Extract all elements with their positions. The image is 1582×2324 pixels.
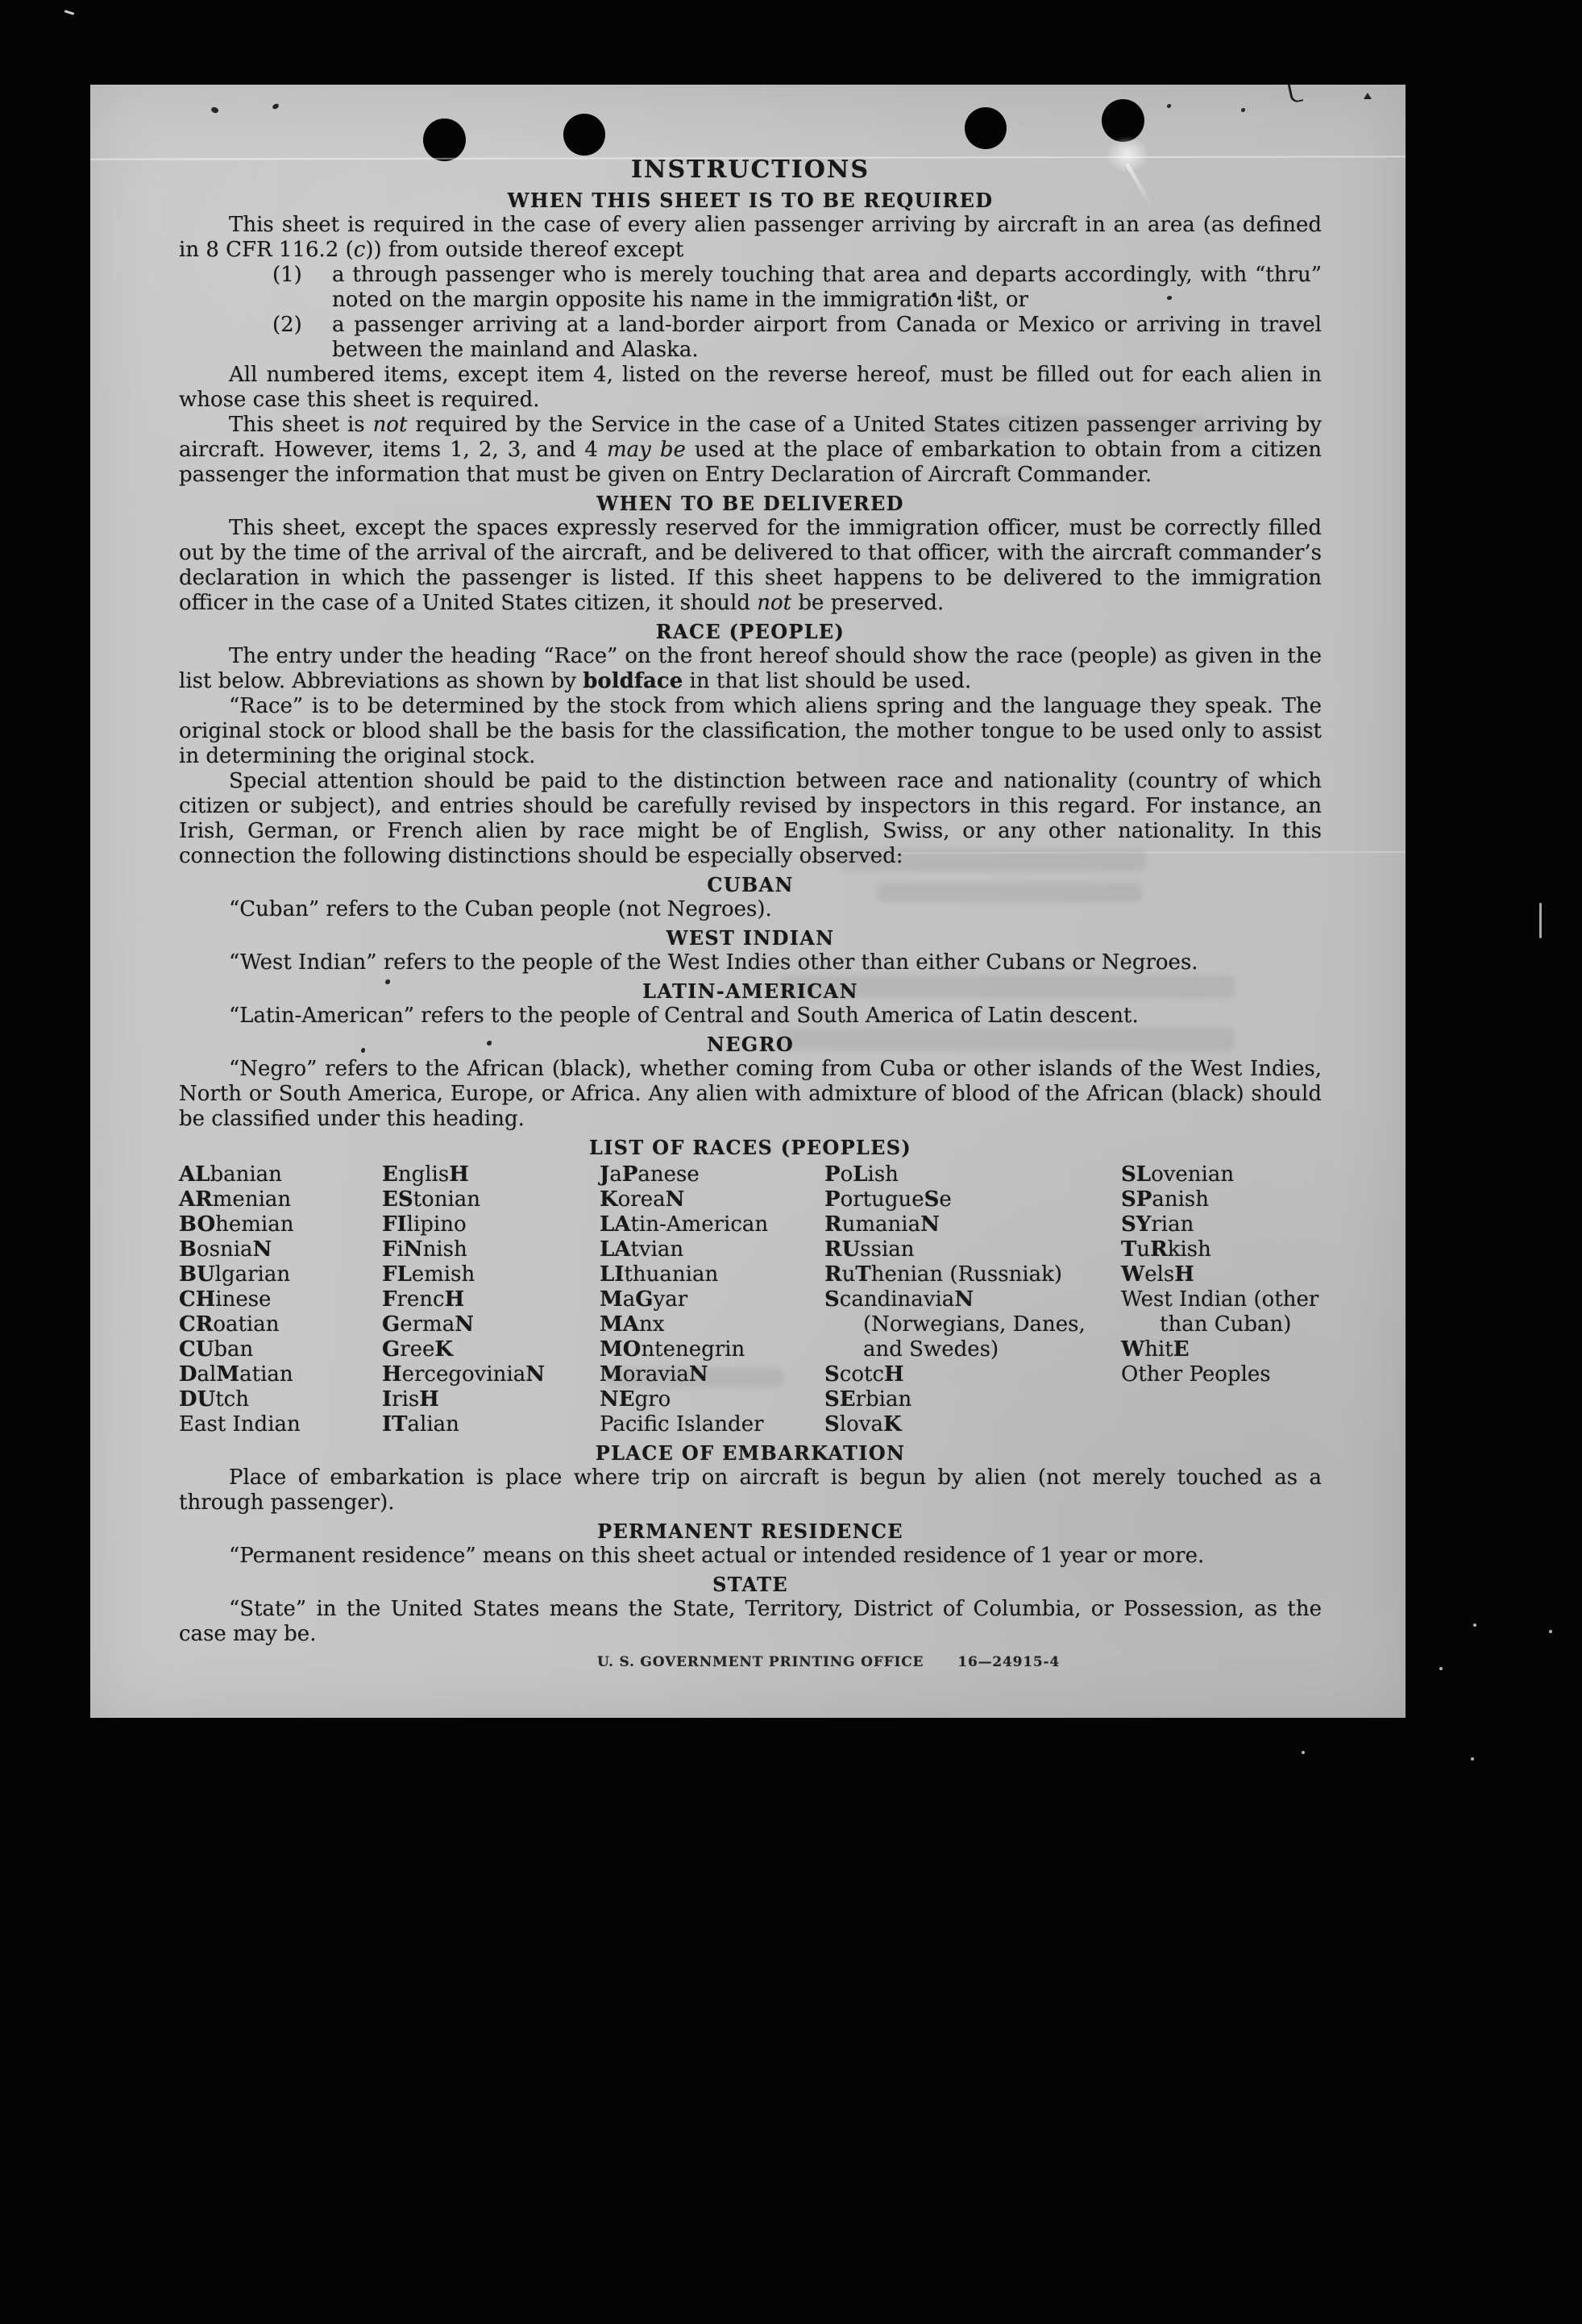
race-item: BUlgarian: [179, 1262, 291, 1287]
race-item: GreeK: [382, 1337, 454, 1362]
numbered-item-1: [179, 263, 1322, 313]
paragraph-race-entry: The entry under the heading “Race” on the front hereof should show the race (people) as given in the list below. Abbreviations as shown by boldface in that list should be used.: [179, 644, 1322, 693]
item-number: (2): [272, 313, 302, 337]
race-item: FiNnish: [382, 1237, 467, 1262]
race-item: HercegoviniaN: [382, 1362, 545, 1387]
race-item: FrencH: [382, 1287, 465, 1312]
section-heading-latin-american: LATIN-AMERICAN: [642, 979, 858, 1003]
race-item: SLovenian: [1121, 1162, 1235, 1187]
race-item: EStonian: [382, 1187, 481, 1212]
section-heading-west-indian: WEST INDIAN: [666, 926, 835, 950]
section-heading-state: STATE: [712, 1573, 788, 1596]
paragraph-latin-american: “Latin-American” refers to the people of Central and South America of Latin descent.: [229, 1004, 1139, 1028]
paragraph-west-indian: “West Indian” refers to the people of the West Indies other than either Cubans or Negroes.: [229, 950, 1198, 975]
paragraph-embarkation: Place of embarkation is place where trip on aircraft is begun by alien (not merely touched as a through passenger).: [179, 1465, 1322, 1515]
paragraph-residence: “Permanent residence” means on this sheet actual or intended residence of 1 year or more.: [229, 1544, 1205, 1568]
page-title: INSTRUCTIONS: [631, 156, 870, 184]
race-item: Other Peoples: [1121, 1362, 1271, 1387]
race-column-4: [824, 1162, 1121, 1437]
race-item: MOntenegrin: [600, 1337, 745, 1362]
scan-dot: [1473, 1623, 1476, 1627]
item-number: (1): [272, 263, 302, 287]
gpo-imprint: [257, 1653, 1400, 1671]
race-item: ALbanian: [179, 1162, 282, 1187]
section-heading-when-required: WHEN THIS SHEET IS TO BE REQUIRED: [507, 189, 994, 212]
race-item: RumaniaN: [824, 1212, 940, 1237]
race-item: CHinese: [179, 1287, 272, 1312]
race-column-2: [382, 1162, 600, 1437]
race-item: ITalian: [382, 1412, 459, 1436]
race-item: IrisH: [382, 1387, 439, 1411]
document-page: [90, 85, 1406, 1718]
race-list: [179, 1162, 1322, 1437]
scan-dot: [1549, 1630, 1552, 1633]
race-item: RUssian: [824, 1237, 915, 1262]
race-item: TuRkish: [1121, 1237, 1211, 1262]
scan-dot: [1302, 1751, 1305, 1754]
race-item: SPanish: [1121, 1187, 1209, 1212]
race-item: FLemish: [382, 1262, 475, 1287]
race-column-3: [600, 1162, 824, 1437]
paragraph-negro: “Negro” refers to the African (black), whether coming from Cuba or other islands of the West Indies, North or South America, Europe, or Africa. Any alien with admixture of blood of the African (black) should be classified under this heading.: [179, 1057, 1322, 1131]
document-content: [179, 85, 1322, 1671]
scan-dot: [1471, 1757, 1474, 1761]
section-heading-negro: NEGRO: [706, 1033, 795, 1056]
race-item: MaGyar: [600, 1287, 688, 1312]
race-column-1: [179, 1162, 382, 1437]
race-item: DUtch: [179, 1387, 249, 1411]
paragraph-race-stock: “Race” is to be determined by the stock from which aliens spring and the language they speak. The original stock or blood shall be the basis for the classification, the mother tongue to be used only to assist in determining the original stock.: [179, 694, 1322, 768]
race-item: WhitE: [1121, 1337, 1190, 1362]
section-heading-cuban: CUBAN: [707, 873, 794, 896]
race-item: LAtvian: [600, 1237, 684, 1262]
scan-dot: [1439, 1667, 1443, 1670]
item-text: a passenger arriving at a land-border airport from Canada or Mexico or arriving in travel between the mainland and Alaska.: [332, 313, 1322, 362]
race-item: Pacific Islander: [600, 1412, 764, 1436]
race-item: WelsH: [1121, 1262, 1194, 1287]
race-item: SlovaK: [824, 1412, 902, 1436]
race-item: ScotcH: [824, 1362, 904, 1387]
race-item: RuThenian (Russniak): [824, 1262, 1063, 1287]
race-item: BosniaN: [179, 1237, 272, 1262]
section-heading-embarkation: PLACE OF EMBARKATION: [595, 1441, 906, 1465]
paragraph-required-intro: This sheet is required in the case of every alien passenger arriving by aircraft in an area (as defined in 8 CFR 116.2 (c)) from outside thereof except: [179, 213, 1322, 262]
race-item: CRoatian: [179, 1312, 280, 1337]
race-item: CUban: [179, 1337, 254, 1362]
race-column-5: [1121, 1162, 1322, 1437]
numbered-item-2: [179, 313, 1322, 363]
section-heading-residence: PERMANENT RESIDENCE: [597, 1520, 903, 1543]
race-item: FIlipino: [382, 1212, 467, 1237]
race-item: LIthuanian: [600, 1262, 719, 1287]
race-item: ARmenian: [179, 1187, 292, 1212]
race-item: ScandinaviaN (Norwegians, Danes, and Swedes): [824, 1287, 1086, 1362]
section-heading-list-of-races: LIST OF RACES (PEOPLES): [588, 1136, 911, 1159]
paragraph-delivered: This sheet, except the spaces expressly reserved for the immigration officer, must be correctly filled out by the time of the arrival of the aircraft, and be delivered to that officer, with the aircraft commander’s declaration in which the passenger is listed. If this sheet happens to be delivered to the immigration officer in the case of a United States citizen, it should not be preserved.: [179, 516, 1322, 615]
race-item: EnglisH: [382, 1162, 469, 1187]
race-item: LAtin-American: [600, 1212, 769, 1237]
race-item: JaPanese: [600, 1162, 700, 1187]
race-item: MAnx: [600, 1312, 665, 1337]
race-item: PoLish: [824, 1162, 899, 1187]
paragraph-race-nationality: Special attention should be paid to the distinction between race and nationality (country of which citizen or subject), and entries should be carefully revised by inspectors in this regard. For instance, an Irish, German, or French alien by race might be of English, Swiss, or any other nationality. In this connection the following distinctions should be especially observed:: [179, 769, 1322, 868]
scan-scratch: [1539, 903, 1542, 938]
race-item: SErbian: [824, 1387, 912, 1411]
race-item: MoraviaN: [600, 1362, 708, 1387]
race-item: KoreaN: [600, 1187, 685, 1212]
gpo-printer-name: U. S. GOVERNMENT PRINTING OFFICE: [597, 1654, 924, 1670]
scan-scratch: [64, 10, 74, 15]
paragraph-numbered-items: All numbered items, except item 4, listed on the reverse hereof, must be filled out for each alien in whose case this sheet is required.: [179, 363, 1322, 412]
race-item: BOhemian: [179, 1212, 294, 1237]
section-heading-when-delivered: WHEN TO BE DELIVERED: [596, 492, 904, 515]
section-heading-race-people: RACE (PEOPLE): [655, 620, 845, 643]
gpo-job-number: 16—24915-4: [957, 1654, 1060, 1670]
race-item: PortugueSe: [824, 1187, 952, 1212]
race-item: NEgro: [600, 1387, 671, 1411]
paragraph-state: “State” in the United States means the State, Territory, District of Columbia, or Possession, as the case may be.: [179, 1597, 1322, 1646]
race-item: DalMatian: [179, 1362, 293, 1387]
item-text: a through passenger who is merely touching that area and departs accordingly, with “thru” noted on the margin opposite his name in the immigration list, or: [332, 263, 1322, 312]
race-item: GermaN: [382, 1312, 474, 1337]
paragraph-cuban: “Cuban” refers to the Cuban people (not Negroes).: [229, 897, 772, 921]
race-item: SYrian: [1121, 1212, 1194, 1237]
paragraph-not-required: This sheet is not required by the Service in the case of a United States citizen passenger arriving by aircraft. However, items 1, 2, 3, and 4 may be used at the place of embarkation to obtain from a citizen passenger the information that must be given on Entry Declaration of Aircraft Commander.: [179, 413, 1322, 487]
race-item: West Indian (other than Cuban): [1121, 1287, 1319, 1337]
race-item: East Indian: [179, 1412, 301, 1436]
ink-mark: [1364, 93, 1372, 99]
